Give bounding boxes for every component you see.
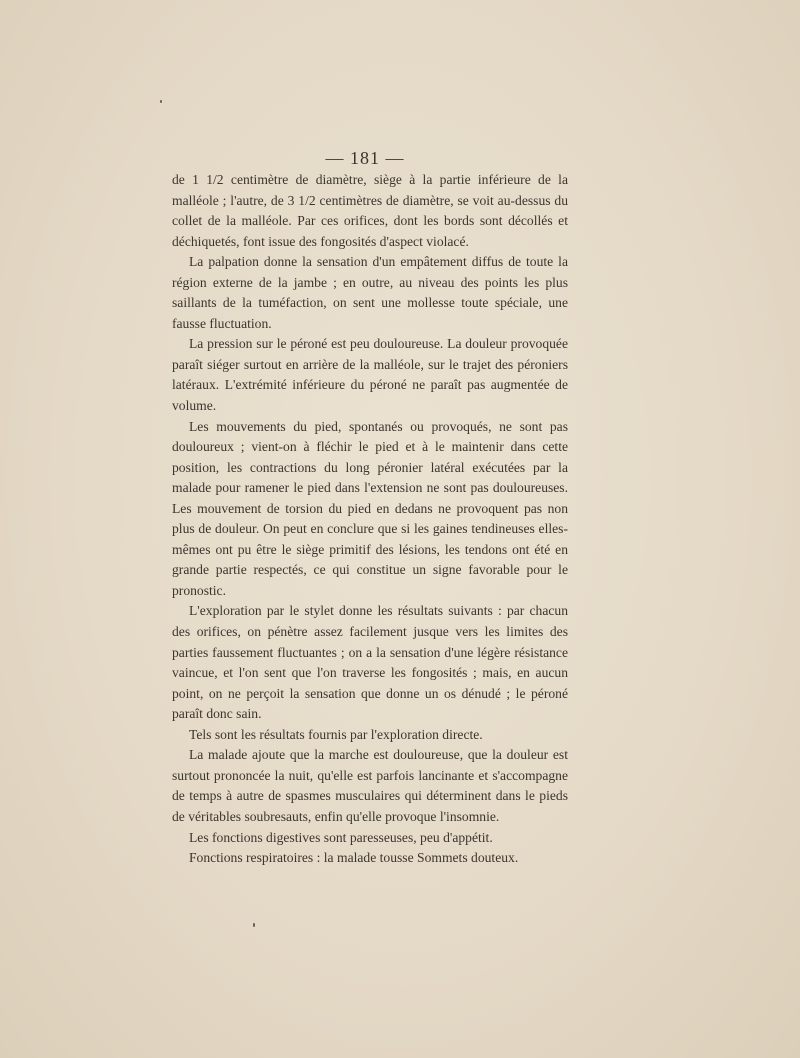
paragraph: La malade ajoute que la marche est douloureuse, que la douleur est surtout prononcée la nuit, qu'elle est parfois lancinante et s'accompagne de temps à autre de spasmes musculaires qui déterminent dans le pieds de véritables soubresauts, enfin qu'elle provoque l'insomnie. [172,747,568,824]
body-text [172,170,568,869]
paragraph: Tels sont les résultats fournis par l'exploration directe. [189,726,483,742]
paragraph: L'exploration par le stylet donne les résultats suivants : par chacun des orifices, on pénètre assez facilement jusque vers les limites des parties faussement fluctuantes ; on a la sensation d'une légère résistance vaincue, et l'on sent que l'on traverse les fongosités ; mais, en aucun point, on ne perçoit la sensation que donne un os dénudé ; le péroné paraît donc sain. [172,603,568,722]
page-number: — 181 — [325,148,405,168]
paragraph: Les fonctions digestives sont paresseuses, peu d'appétit. [189,829,493,845]
paper-speck [253,923,255,927]
paragraph: La pression sur le péroné est peu douloureuse. La douleur provoquée paraît siéger surtout en arrière de la malléole, sur le trajet des péroniers latéraux. L'extrémité inférieure du péroné ne paraît pas augmentée de volume. [172,336,568,414]
paragraph: de 1 1/2 centimètre de diamètre, siège à la partie inférieure de la malléole ; l'autre, de 3 1/2 centimètres de diamètre, se voit au-dessus du collet de la malléole. Par ces orifices, dont les bords sont décollés et déchiquetés, font issue des fongosités d'aspect violacé. [172,172,568,249]
paragraph: La palpation donne la sensation d'un empâtement diffus de toute la région externe de la jambe ; en outre, au niveau des points les plus saillants de la tuméfaction, on sent une mollesse toute spéciale, une fausse fluctuation. [172,254,568,331]
paragraph: Fonctions respiratoires : la malade tousse Sommets douteux. [189,850,519,866]
paragraph: Les mouvements du pied, spontanés ou provoqués, ne sont pas douloureux ; vient-on à fléchir le pied et à le maintenir dans cette position, les contractions du long péronier latéral exécutées par la malade pour ramener le pied dans l'extension ne sont pas douloureuses. Les mouvement de torsion du pied en dedans ne provoquent pas non plus de douleur. On peut en conclure que si les gaines tendineuses elles-mêmes ont pu être le siège primitif des lésions, les tendons ont été en grande partie respectés, ce qui constitue un signe favorable pour le pronostic. [172,418,568,598]
paper-speck [160,100,162,103]
